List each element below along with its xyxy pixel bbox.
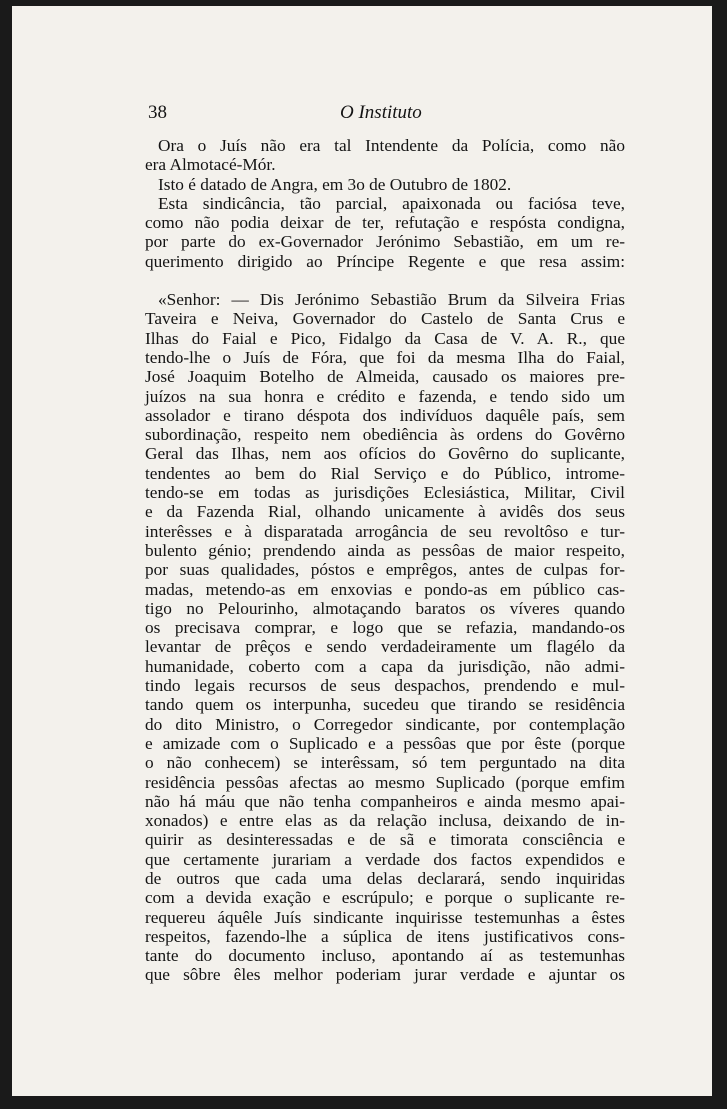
text-line: e da Fazenda Rial, olhando unicamente à avidês dos seus (145, 502, 625, 522)
text-line: juízos na sua honra e crédito e fazenda, e tendo sido um (145, 386, 625, 406)
text-line: tendentes ao bem do Rial Serviço e do Público, introme- (145, 463, 625, 483)
paragraph (145, 136, 625, 175)
paragraph-gap (145, 271, 625, 290)
text-line: «Senhor: — Dis Jerónimo Sebastião Brum da Silveira Frias (158, 290, 625, 310)
page-number: 38 (148, 102, 167, 123)
text-line: por parte do ex-Governador Jerónimo Sebastião, em um re- (145, 232, 625, 252)
text-line: querimento dirigido ao Príncipe Regente e que resa assim: (145, 251, 625, 271)
text-line: tigo no Pelourinho, almotaçando baratos os víveres quando (145, 598, 625, 618)
text-line: Esta sindicância, tão parcial, apaixonada ou faciósa teve, (158, 193, 625, 213)
text-line: humanidade, coberto com a capa da jurisdição, não admi- (145, 656, 625, 676)
text-line: tendo-se em todas as jurisdições Eclesiástica, Militar, Civil (145, 483, 625, 503)
text-line: tante do documento incluso, apontando aí as testemunhas (145, 946, 625, 966)
text-line: e amizade com o Suplicado e a pessôas que por êste (porque (145, 733, 625, 753)
text-line: levantar de prêços e sendo verdadeiramente um flagélo da (145, 637, 625, 657)
book-page (12, 6, 712, 1096)
text-line: respeitos, fazendo-lhe a súplica de itens justificativos cons- (145, 926, 625, 946)
text-line: como não podia deixar de ter, refutação e respósta condigna, (145, 213, 625, 233)
text-line: requereu áquêle Juís sindicante inquirisse testemunhas a êstes (145, 907, 625, 927)
text-line: interêsses e à disparatada arrogância de seu revoltôso e tur- (145, 521, 625, 541)
paragraph (145, 290, 625, 985)
text-line: era Almotacé-Mór. (145, 155, 276, 175)
text-line: Geral das Ilhas, nem aos ofícios do Govêrno do suplicante, (145, 444, 625, 464)
text-line: tendo-lhe o Juís de Fóra, que foi da mesma Ilha do Faial, (145, 347, 625, 367)
text-line: Taveira e Neiva, Governador do Castelo de Santa Crus e (145, 309, 625, 329)
text-line: Isto é datado de Angra, em 3o de Outubro de 1802. (158, 174, 512, 194)
text-line: quirir as desinteressadas e de sã e timorata consciência e (145, 830, 625, 850)
text-line: que sôbre êles melhor poderiam jurar verdade e ajuntar os (145, 965, 625, 985)
text-line: por suas qualidades, póstos e emprêgos, antes de culpas for- (145, 560, 625, 580)
text-line: não há máu que não tenha companheiros e ainda mesmo apai- (145, 791, 625, 811)
text-line: subordinação, respeito nem obediência às ordens do Govêrno (145, 425, 625, 445)
text-line: José Joaquim Botelho de Almeida, causado os maiores pre- (145, 367, 625, 387)
paragraph (145, 175, 625, 194)
text-line: residência pessôas afectas ao mesmo Suplicado (porque emfim (145, 772, 625, 792)
text-line: os precisava comprar, e logo que se refazia, mandando-os (145, 618, 625, 638)
text-line: bulento génio; prendendo ainda as pessôas de maior respeito, (145, 540, 625, 560)
text-line: Ora o Juís não era tal Intendente da Polícia, como não (158, 136, 625, 155)
paragraph (145, 194, 625, 271)
text-line: assolador e tirano déspota dos indivíduos daquêle país, sem (145, 405, 625, 425)
text-line: que certamente jurariam a verdade dos factos expendidos e (145, 849, 625, 869)
text-line: madas, metendo-as em enxovias e pondo-as em público cas- (145, 579, 625, 599)
text-line: tando quem os interpunha, sucedeu que tirando se residência (145, 695, 625, 715)
text-line: xonados) e entre elas as da relação inclusa, deixando de in- (145, 811, 625, 831)
text-line: com a devida exação e escrúpulo; e porque o suplicante re- (145, 888, 625, 908)
text-line: o não conhecem) se interêssam, só tem perguntado na dita (145, 753, 625, 773)
page-header (148, 102, 628, 126)
running-title: O Instituto (340, 102, 422, 123)
text-line: do dito Ministro, o Corregedor sindicante, por contemplação (145, 714, 625, 734)
text-line: de outros que cada uma delas declarará, sendo inquiridas (145, 868, 625, 888)
text-line: tindo legais recursos de seus despachos, prendendo e mul- (145, 676, 625, 696)
body-text (145, 136, 625, 985)
text-line: Ilhas do Faial e Pico, Fidalgo da Casa de V. A. R., que (145, 328, 625, 348)
